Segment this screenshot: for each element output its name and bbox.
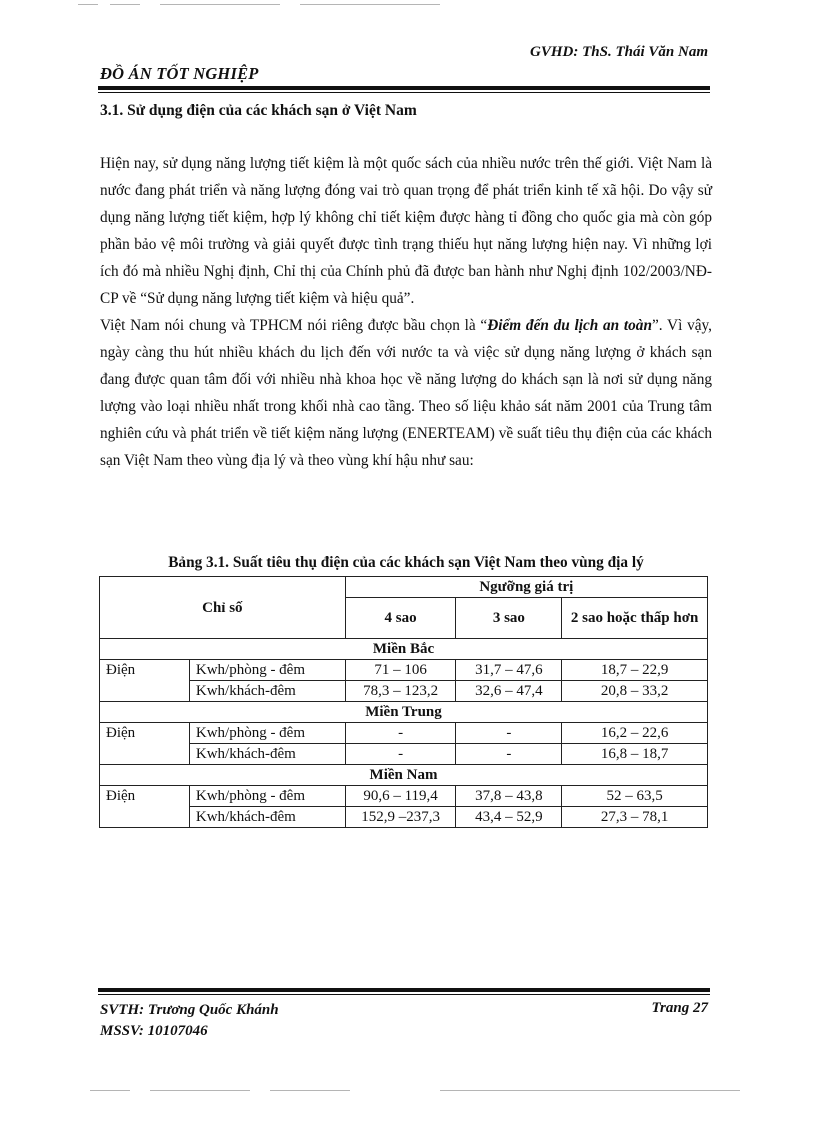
scan-artifact-bottom	[270, 1090, 350, 1091]
body-text	[100, 150, 712, 474]
scan-artifact-top	[160, 4, 280, 5]
value-4star: 152,9 –237,3	[345, 807, 456, 828]
region-row	[100, 702, 708, 723]
unit-cell: Kwh/khách-đêm	[189, 681, 345, 702]
header-rule-thin	[98, 92, 710, 93]
region-name: Miền Bắc	[100, 639, 708, 660]
header-2star: 2 sao hoặc thấp hơn	[562, 598, 708, 639]
table-caption: Bảng 3.1. Suất tiêu thụ điện của các khách sạn Việt Nam theo vùng địa lý	[168, 554, 644, 571]
unit-cell: Kwh/phòng - đêm	[189, 723, 345, 744]
page-number: Trang 27	[651, 1000, 708, 1016]
value-4star: 78,3 – 123,2	[345, 681, 456, 702]
student-name: SVTH: Trương Quốc Khánh	[100, 1002, 279, 1018]
scan-artifact-top	[110, 4, 140, 5]
unit-cell: Kwh/phòng - đêm	[189, 660, 345, 681]
value-3star: -	[456, 744, 562, 765]
header-range: Ngưỡng giá trị	[345, 577, 707, 598]
header-3star: 3 sao	[456, 598, 562, 639]
region-row	[100, 639, 708, 660]
table-row	[100, 681, 708, 702]
footer-rule-thin	[98, 994, 710, 995]
value-4star: 90,6 – 119,4	[345, 786, 456, 807]
value-4star: 71 – 106	[345, 660, 456, 681]
region-name: Miền Trung	[100, 702, 708, 723]
row-label: Điện	[100, 786, 190, 828]
unit-cell: Kwh/khách-đêm	[189, 807, 345, 828]
unit-cell: Kwh/khách-đêm	[189, 744, 345, 765]
header-rule	[98, 86, 710, 90]
value-2star: 27,3 – 78,1	[562, 807, 708, 828]
value-3star: 43,4 – 52,9	[456, 807, 562, 828]
value-2star: 52 – 63,5	[562, 786, 708, 807]
row-label: Điện	[100, 660, 190, 702]
value-2star: 16,8 – 18,7	[562, 744, 708, 765]
table-row	[100, 723, 708, 744]
paragraph-2-emphasis: Điểm đến du lịch an toàn	[487, 317, 652, 334]
scan-artifact-top	[78, 4, 98, 5]
paragraph-2-start: Việt Nam nói chung và TPHCM nói riêng được bầu chọn là “	[100, 317, 488, 334]
scan-artifact-bottom	[150, 1090, 250, 1091]
value-3star: 31,7 – 47,6	[456, 660, 562, 681]
scan-artifact-bottom	[90, 1090, 130, 1091]
section-heading: 3.1. Sử dụng điện của các khách sạn ở Việt Nam	[100, 102, 417, 119]
table-row	[100, 786, 708, 807]
region-row	[100, 765, 708, 786]
footer-student-info	[100, 1000, 279, 1042]
value-3star: 32,6 – 47,4	[456, 681, 562, 702]
row-label: Điện	[100, 723, 190, 765]
value-4star: -	[345, 744, 456, 765]
document-title: ĐỒ ÁN TỐT NGHIỆP	[100, 64, 259, 83]
header-index: Chỉ số	[100, 577, 346, 639]
table-row	[100, 744, 708, 765]
consumption-table	[99, 576, 708, 828]
table-header-row	[100, 577, 708, 598]
scan-artifact-bottom	[440, 1090, 740, 1091]
value-2star: 16,2 – 22,6	[562, 723, 708, 744]
footer-rule	[98, 988, 710, 992]
advisor-label: GVHD: ThS. Thái Văn Nam	[530, 44, 708, 60]
paragraph-2-rest: ”. Vì vậy, ngày càng thu hút nhiều khách du lịch đến với nước ta và việc sử dụng năng lượng ở khách sạn đang được quan tâm đối với nhiều nhà khoa học về năng lượng do khách sạn là nơi sử dụng năng lượng vào loại nhiều nhất trong khối nhà cao tầng. Theo số liệu khảo sát năm 2001 của Trung tâm nghiên cứu và phát triển về tiết kiệm năng lượng (ENERTEAM) về suất tiêu thụ điện của các khách sạn Việt Nam theo vùng địa lý và theo vùng khí hậu như sau:	[100, 317, 712, 469]
scan-artifact-top	[300, 4, 440, 5]
table-row	[100, 660, 708, 681]
value-2star: 20,8 – 33,2	[562, 681, 708, 702]
header-4star: 4 sao	[345, 598, 456, 639]
paragraph-2	[100, 312, 712, 474]
unit-cell: Kwh/phòng - đêm	[189, 786, 345, 807]
value-3star: 37,8 – 43,8	[456, 786, 562, 807]
paragraph-1: Hiện nay, sử dụng năng lượng tiết kiệm là một quốc sách của nhiều nước trên thế giới. Việt Nam là nước đang phát triển và năng lượng đóng vai trò quan trọng để phát triển kinh tế xã hội. Do vậy sử dụng năng lượng tiết kiệm, hợp lý không chỉ tiết kiệm được hàng tỉ đồng cho quốc gia mà còn góp phần bảo vệ môi trường và giải quyết được tình trạng thiếu hụt năng lượng hiện nay. Vì những lợi ích đó mà nhiều Nghị định, Chỉ thị của Chính phủ đã được ban hành như Nghị định 102/2003/NĐ-CP về “Sử dụng năng lượng tiết kiệm và hiệu quả”.	[100, 155, 712, 307]
region-name: Miền Nam	[100, 765, 708, 786]
value-2star: 18,7 – 22,9	[562, 660, 708, 681]
value-4star: -	[345, 723, 456, 744]
value-3star: -	[456, 723, 562, 744]
student-id: MSSV: 10107046	[100, 1023, 208, 1039]
table-row	[100, 807, 708, 828]
